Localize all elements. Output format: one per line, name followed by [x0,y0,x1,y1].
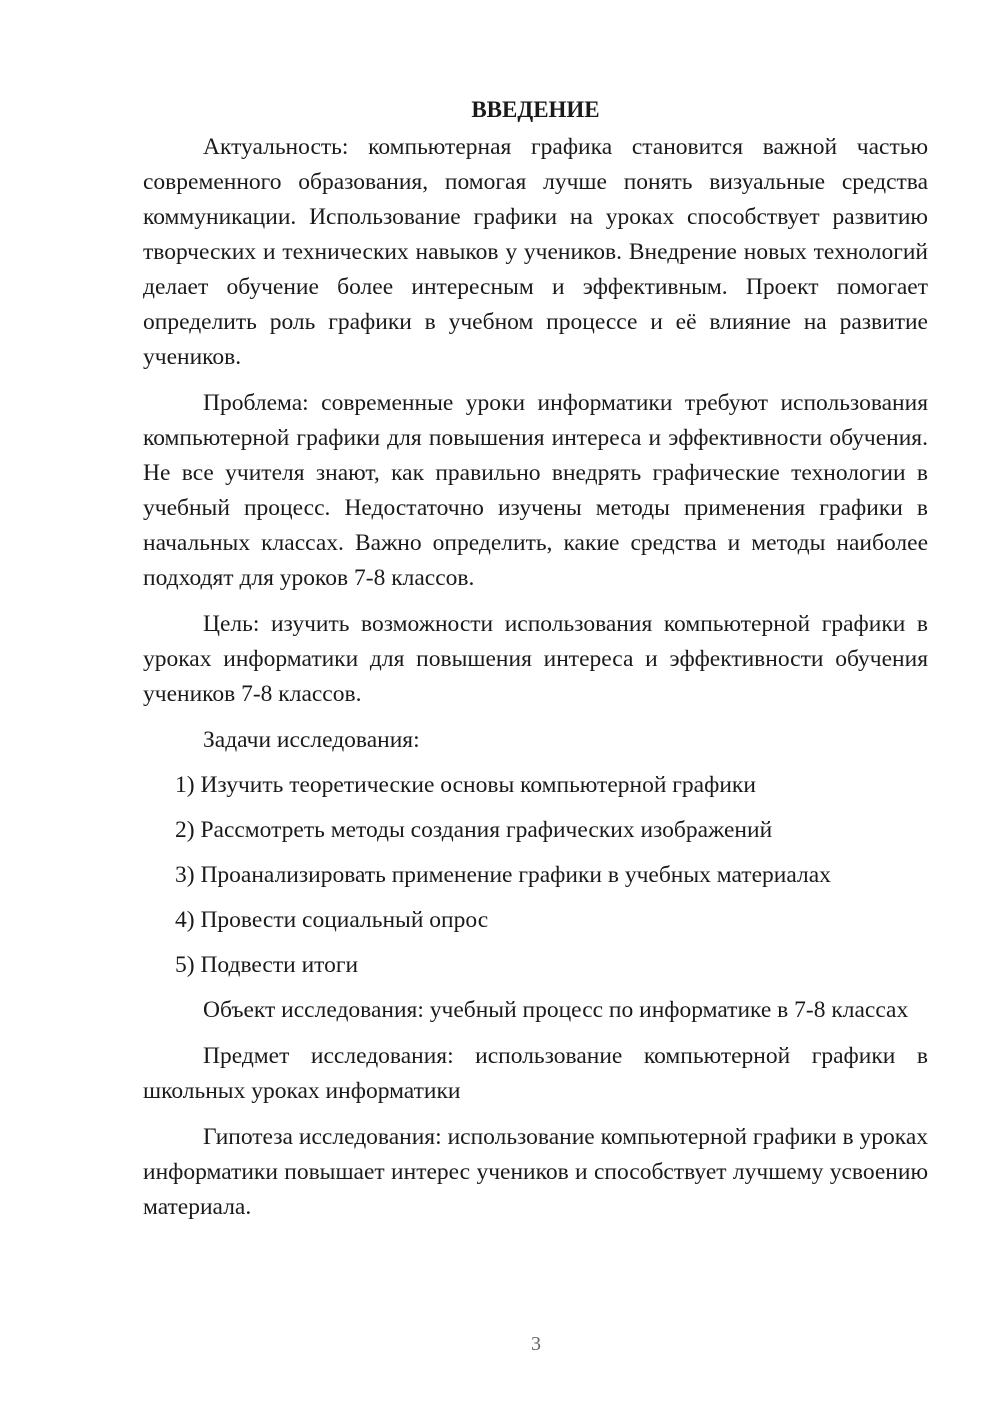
page-content [143,92,928,1236]
tasks-list [143,768,928,983]
page-number: 3 [531,1333,541,1355]
task-item-1: 1) Изучить теоретические основы компьютерной графики [175,772,756,798]
task-item-4: 4) Провести социальный опрос [175,907,489,933]
paragraph-object: Объект исследования: учебный процесс по информатике в 7-8 классах [203,997,909,1023]
paragraph-goal: Цель: изучить возможности использования компьютерной графики в уроках информатики для повышения интереса и эффективности обучения учеников 7-8 классов. [143,611,928,707]
paragraph-relevance: Актуальность: компьютерная графика становится важной частью современного образования, помогая лучше понять визуальные средства коммуникации. Использование графики на уроках способствует развитию творческих и технических навыков у учеников. Внедрение новых технологий делает обучение более интересным и эффективным. Проект помогает определить роль графики в учебном процессе и её влияние на развитие учеников. [143,134,928,370]
task-item-3: 3) Проанализировать применение графики в учебных материалах [175,862,831,888]
task-item-2: 2) Рассмотреть методы создания графических изображений [175,817,773,843]
task-item-5: 5) Подвести итоги [175,952,359,978]
paragraph-problem: Проблема: современные уроки информатики требуют использования компьютерной графики для повышения интереса и эффективности обучения. Не все учителя знают, как правильно внедрять графические технологии в учебный процесс. Недостаточно изучены методы применения графики в начальных классах. Важно определить, какие средства и методы наиболее подходят для уроков 7-8 классов. [143,390,928,591]
paragraph-subject: Предмет исследования: использование компьютерной графики в школьных уроках информатики [143,1043,928,1104]
paragraph-hypothesis: Гипотеза исследования: использование компьютерной графики в уроках информатики повышает интерес учеников и способствует лучшему усвоению материала. [143,1124,928,1220]
tasks-label: Задачи исследования: [203,727,420,753]
page-title: ВВЕДЕНИЕ [471,97,600,122]
